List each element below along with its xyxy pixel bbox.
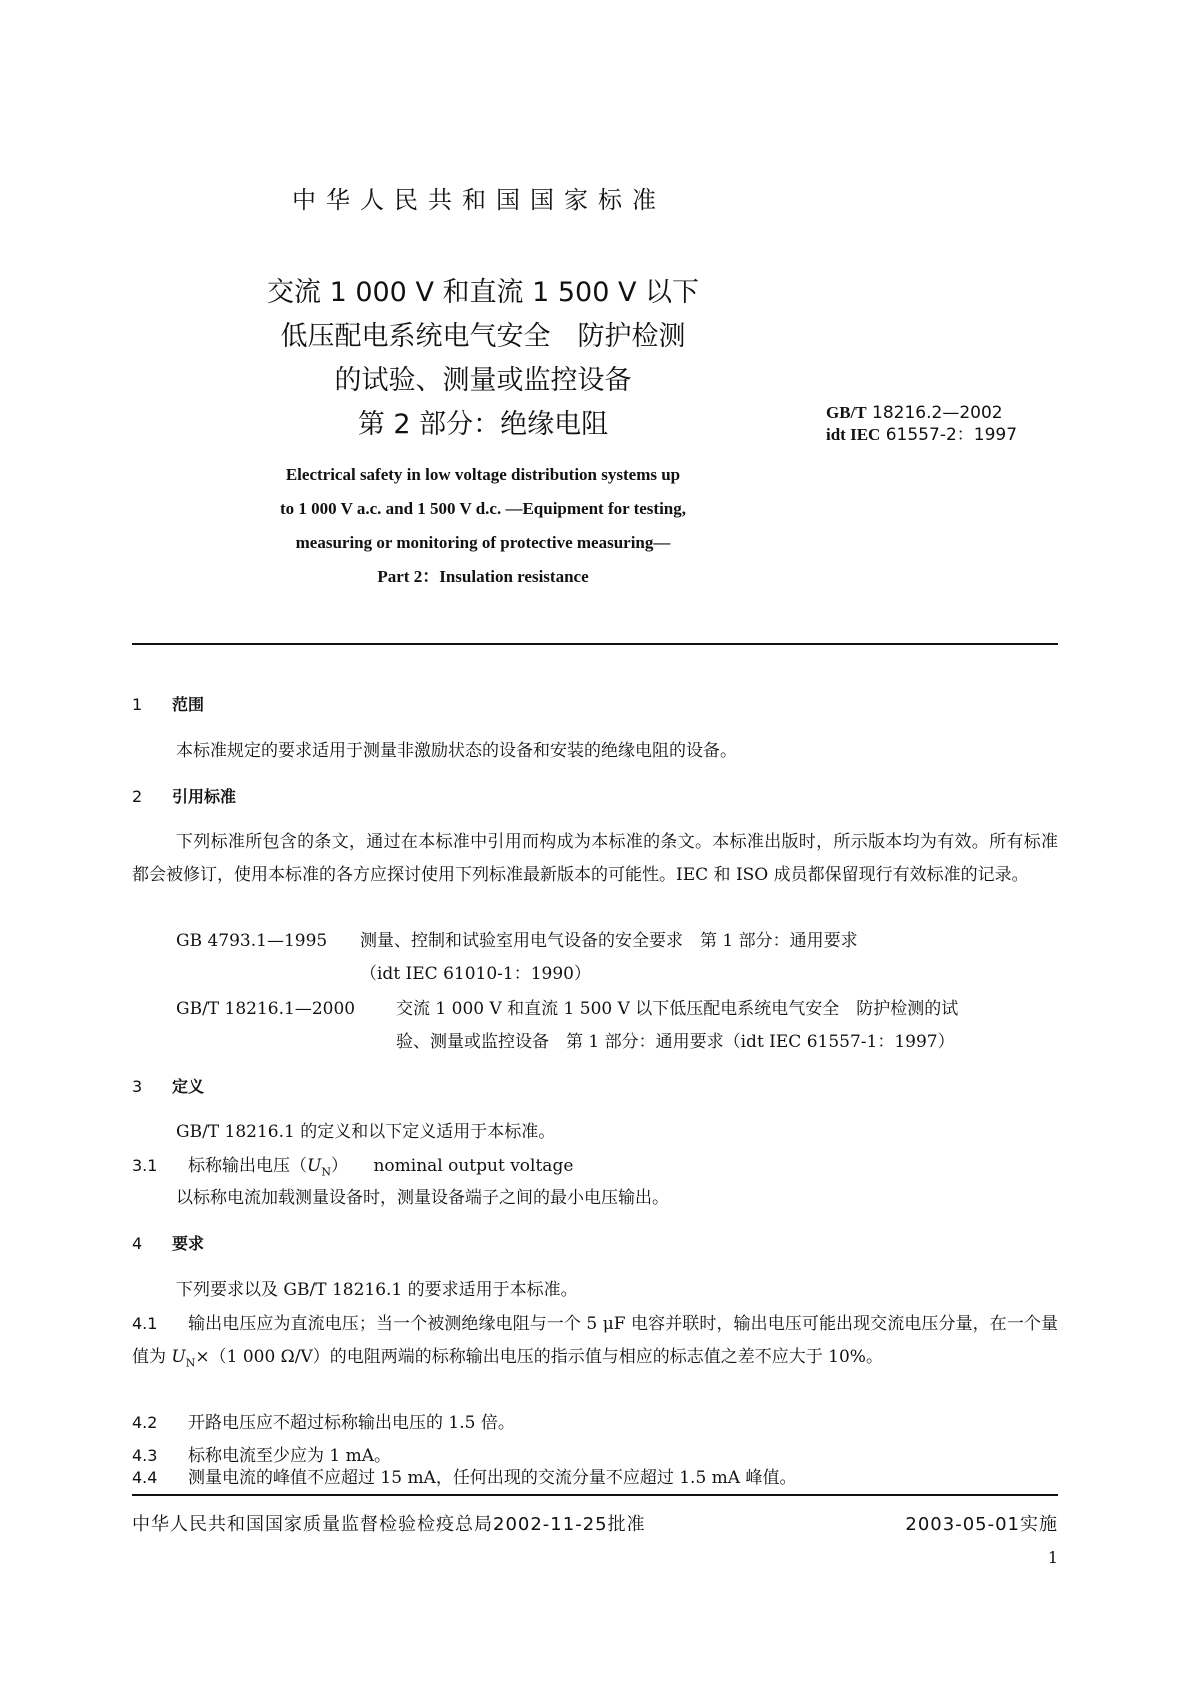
top-divider <box>132 643 1058 645</box>
english-title-line-4: Part 2：Insulation resistance <box>377 567 589 586</box>
gb-prefix: GB/T <box>826 403 867 422</box>
clause-3-1-term-b: ） <box>330 1156 340 1176</box>
clause-4-3-text: 标称电流至少应为 1 mA。 <box>188 1446 392 1466</box>
clause-4-1 <box>132 1307 1058 1379</box>
section-1-text: 本标准规定的要求适用于测量非激励状态的设备和安装的绝缘电阻的设备。 <box>176 741 737 761</box>
national-standard-header: 中华人民共和国国家标准 <box>292 186 666 214</box>
title-line-3: 的试验、测量或监控设备 <box>334 365 632 396</box>
section-3-text: GB/T 18216.1 的定义和以下定义适用于本标准。 <box>176 1122 556 1142</box>
clause-4-2-number: 4.2 <box>132 1413 158 1432</box>
idt-prefix: idt IEC <box>826 425 881 444</box>
clause-3-1-subscript: N <box>321 1165 331 1179</box>
clause-3-1-number: 3.1 <box>132 1156 158 1175</box>
ref-2-code: GB/T 18216.1—2000 <box>176 999 356 1019</box>
gb-number: 18216.2—2002 <box>872 403 1003 423</box>
section-3-title: 定义 <box>172 1077 205 1096</box>
page-number: 1 <box>1047 1548 1058 1567</box>
approval-statement: 中华人民共和国国家质量监督检验检疫总局2002-11-25批准 <box>132 1514 646 1535</box>
clause-4-2 <box>132 1406 515 1440</box>
idt-number: 61557-2：1997 <box>885 425 1018 445</box>
title-line-2: 低压配电系统电气安全 防护检测 <box>280 321 686 352</box>
section-2-heading <box>132 784 236 807</box>
clause-3-1-term-a: 标称输出电压（ <box>188 1156 307 1176</box>
clause-4-1-subscript: N <box>185 1356 196 1370</box>
section-4-title: 要求 <box>172 1234 205 1253</box>
section-2-number: 2 <box>132 787 143 806</box>
section-1-number: 1 <box>132 695 143 714</box>
ref-2-title-line-1: 交流 1 000 V 和直流 1 500 V 以下低压配电系统电气安全 防护检测的试 <box>396 999 959 1019</box>
clause-4-4-text: 测量电流的峰值不应超过 15 mA，任何出现的交流分量不应超过 1.5 mA 峰值。 <box>188 1468 797 1488</box>
clause-4-2-text: 开路电压应不超过标称输出电压的 1.5 倍。 <box>188 1413 515 1433</box>
section-4-number: 4 <box>132 1234 143 1253</box>
clause-4-4 <box>132 1461 796 1495</box>
english-title-line-2: to 1 000 V a.c. and 1 500 V d.c. —Equipment for testing, <box>280 499 686 518</box>
effective-date: 2003-05-01实施 <box>905 1514 1058 1535</box>
clause-4-1-text-a: 输出电压应为直流电压；当一个被测绝缘电阻与一个 5 μF 电容并联时，输出电压可能出现交流电压分量，在一个量值为 <box>132 1314 1058 1367</box>
ref-1-title: 测量、控制和试验室用电气设备的安全要求 第 1 部分：通用要求 <box>360 931 858 951</box>
clause-4-3-number: 4.3 <box>132 1446 158 1465</box>
title-line-1: 交流 1 000 V 和直流 1 500 V 以下 <box>266 277 700 308</box>
ref-1-idt: （idt IEC 61010-1：1990） <box>360 964 591 984</box>
section-2-text: 下列标准所包含的条文，通过在本标准中引用而构成为本标准的条文。本标准出版时，所示版本均为有效。所有标准都会被修订，使用本标准的各方应探讨使用下列标准最新版本的可能性。IEC 和 ISO 成员都保留现行有效标准的记录。 <box>132 832 1058 885</box>
section-3-number: 3 <box>132 1077 143 1096</box>
ref-1-code: GB 4793.1—1995 <box>176 931 328 951</box>
clause-4-1-text-b: ×（1 000 Ω/V）的电阻两端的标称输出电压的指示值与相应的标志值之差不应大于 10%。 <box>195 1347 883 1367</box>
bottom-divider <box>132 1494 1058 1496</box>
section-4-text: 下列要求以及 GB/T 18216.1 的要求适用于本标准。 <box>176 1280 578 1300</box>
ref-2-title-line-2: 验、测量或监控设备 第 1 部分：通用要求（idt IEC 61557-1：1997） <box>396 1032 955 1052</box>
clause-4-4-number: 4.4 <box>132 1468 158 1487</box>
clause-4-1-symbol: U <box>171 1347 186 1367</box>
clause-3-1-english-term: nominal output voltage <box>373 1156 574 1176</box>
english-title-line-3: measuring or monitoring of protective measuring— <box>295 533 671 552</box>
section-4-heading <box>132 1231 204 1254</box>
section-1-heading <box>132 692 204 715</box>
section-2-title: 引用标准 <box>172 787 237 806</box>
section-1-title: 范围 <box>172 695 205 714</box>
section-3-heading <box>132 1074 204 1097</box>
standard-number <box>826 402 1017 446</box>
english-title-line-1: Electrical safety in low voltage distribution systems up <box>285 465 681 484</box>
english-title <box>103 458 863 594</box>
clause-3-1-symbol: U <box>307 1156 322 1176</box>
clause-3-1-definition: 以标称电流加载测量设备时，测量设备端子之间的最小电压输出。 <box>176 1188 669 1208</box>
clause-4-1-number: 4.1 <box>132 1314 158 1333</box>
title-line-4: 第 2 部分：绝缘电阻 <box>357 409 609 440</box>
